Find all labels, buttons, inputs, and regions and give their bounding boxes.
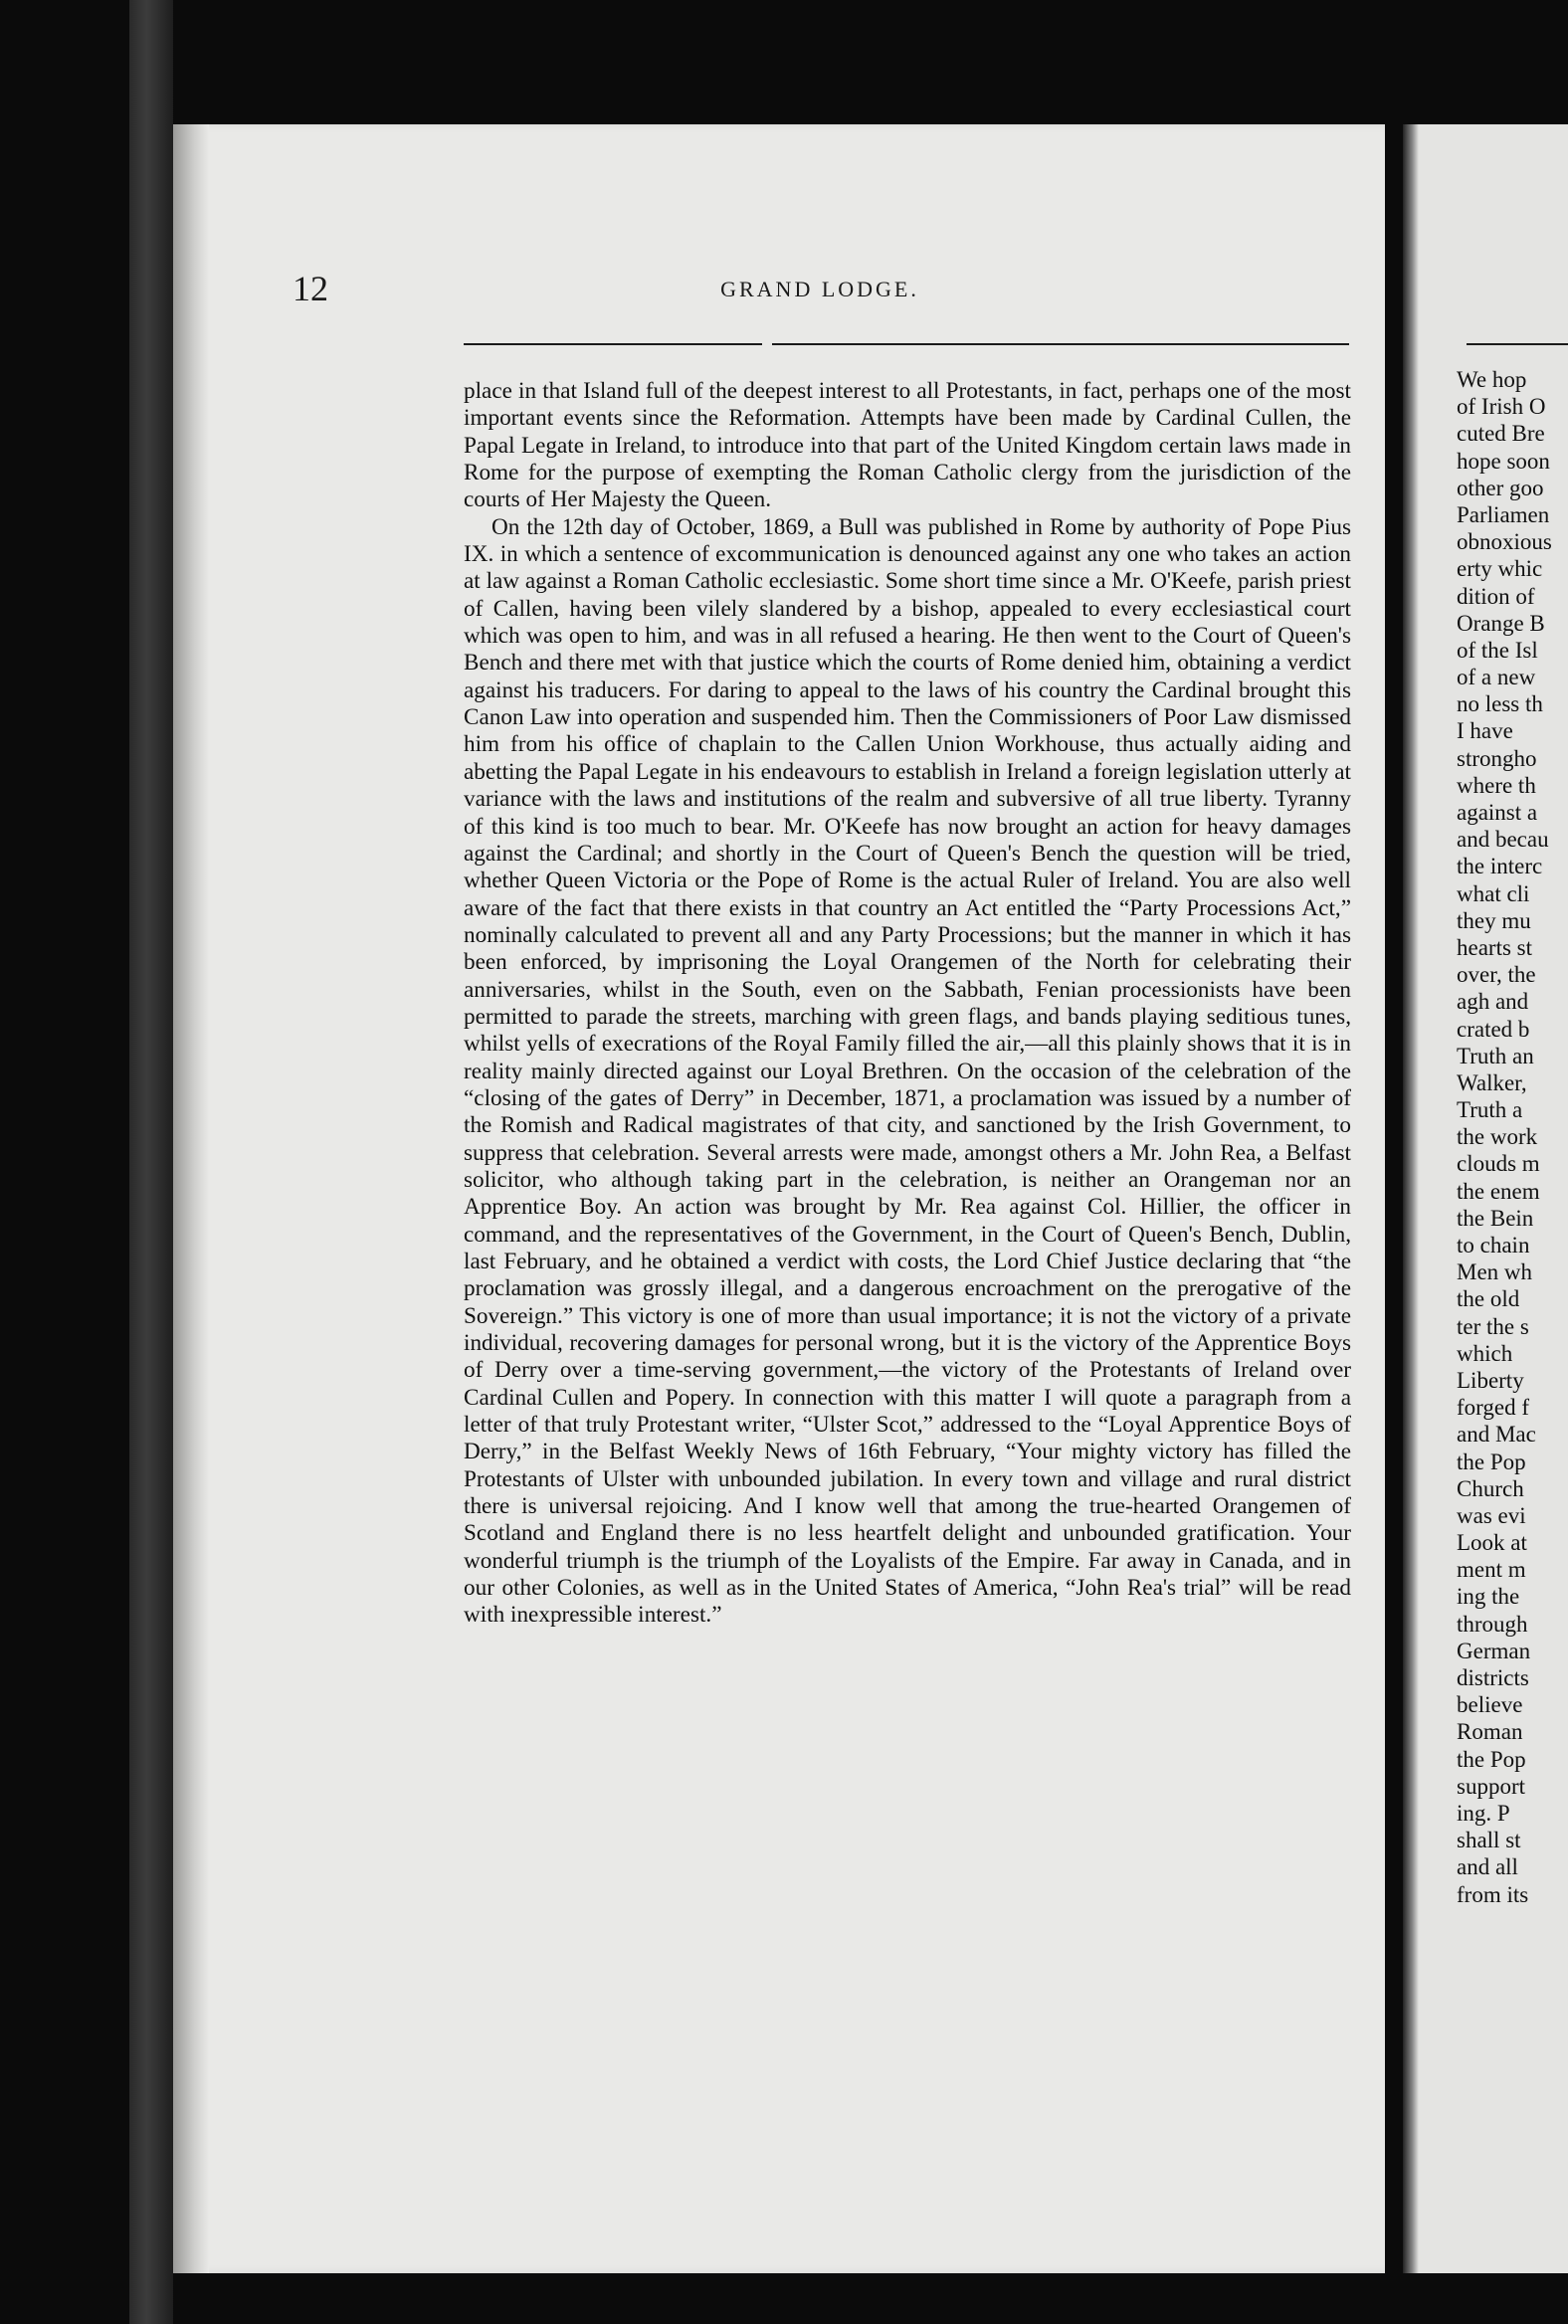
facing-page-line: ing the [1457, 1584, 1520, 1610]
facing-page-line: of the Isl [1457, 637, 1538, 663]
facing-page-line: and Mac [1457, 1422, 1536, 1448]
facing-page-line: forged f [1457, 1395, 1530, 1421]
facing-page-line: where th [1457, 772, 1536, 798]
facing-page-line: ment m [1457, 1557, 1526, 1583]
facing-page-line: the Pop [1457, 1449, 1526, 1474]
facing-page-line: Truth a [1457, 1097, 1523, 1123]
facing-page-line: Parliamen [1457, 501, 1550, 527]
facing-page-line: Roman [1457, 1719, 1523, 1745]
facing-page-line: over, the [1457, 962, 1536, 988]
facing-page-line: which [1457, 1340, 1513, 1366]
facing-page-gutter [1403, 124, 1419, 2273]
facing-page-line: agh and [1457, 989, 1529, 1015]
facing-page-line: support [1457, 1773, 1525, 1799]
facing-page-line: obnoxious [1457, 529, 1552, 555]
facing-page-line: and becau [1457, 827, 1549, 853]
header-rule-left [464, 343, 762, 345]
facing-page-line: Walker, [1457, 1069, 1527, 1095]
facing-page-line: ing. P [1457, 1800, 1510, 1826]
body-text [464, 378, 1351, 1630]
facing-page-line: they mu [1457, 907, 1531, 933]
paragraph: place in that Island full of the deepest interest to all Protestants, in fact, perhaps one of the most important events since the Reformation. Attempts have been made by Cardinal Cullen, the Papal Legate in Ireland, to introduce into that part of the United Kingdom certain laws made in Rome for the purpose of exempting the Roman Catholic clergy from the jurisdiction of the courts of Her Majesty the Queen. [464, 378, 1351, 513]
facing-page-line: dition of [1457, 583, 1535, 609]
facing-page-line: was evi [1457, 1502, 1526, 1528]
facing-page-line: strongho [1457, 745, 1537, 771]
facing-page-line: clouds m [1457, 1151, 1540, 1177]
book-binding [129, 0, 173, 2324]
facing-page-line: German [1457, 1638, 1531, 1663]
facing-page-line: through [1457, 1611, 1528, 1637]
facing-page-line: districts [1457, 1665, 1529, 1690]
facing-page-line: hope soon [1457, 448, 1550, 474]
facing-page-line: Orange B [1457, 610, 1545, 636]
facing-page-line: Church [1457, 1475, 1524, 1501]
running-head [293, 269, 1347, 308]
facing-page-line: erty whic [1457, 556, 1543, 582]
facing-page-line: from its [1457, 1881, 1529, 1907]
facing-page-line: shall st [1457, 1828, 1521, 1853]
facing-page-line: the work [1457, 1124, 1538, 1150]
facing-page-line: other goo [1457, 475, 1544, 500]
facing-page-line: ter the s [1457, 1313, 1529, 1339]
facing-page-line: Liberty [1457, 1367, 1524, 1393]
facing-page-line: the Pop [1457, 1746, 1526, 1772]
facing-page-line: against a [1457, 800, 1538, 825]
facing-page-line: cuted Bre [1457, 421, 1545, 447]
facing-page-line: I have [1457, 718, 1513, 744]
facing-page-line: the enem [1457, 1178, 1540, 1204]
facing-page-edge [1403, 124, 1568, 2273]
page-gutter-shadow [173, 124, 209, 2273]
facing-page-line: no less th [1457, 691, 1543, 717]
facing-page-line: hearts st [1457, 934, 1533, 960]
facing-page-line: and all [1457, 1854, 1518, 1880]
facing-page-line: of a new [1457, 665, 1536, 690]
header-rule-right [772, 343, 1349, 345]
page-number: 12 [293, 269, 328, 308]
running-title: GRAND LODGE. [720, 277, 919, 301]
facing-page-line: Look at [1457, 1530, 1527, 1556]
facing-page-line: what cli [1457, 880, 1530, 906]
facing-page-line: crated b [1457, 1016, 1530, 1042]
facing-page-line: the old [1457, 1286, 1520, 1312]
paragraph: On the 12th day of October, 1869, a Bull was published in Rome by authority of Pope Pius IX. in which a sentence of excommunication is denounced against any one who takes an action at law against a Roman Catholic ecclesiastic. Some short time since a Mr. O'Keefe, parish priest of Callen, having been vilely slandered by a bishop, appealed to every ecclesiastical court which was open to him, and was in all refused a hearing. He then went to the Court of Queen's Bench and there met with that justice which the courts of Rome denied him, obtaining a verdict against his traducers. For daring to appeal to the laws of his country the Cardinal brought this Canon Law into operation and suspended him. Then the Commissioners of Poor Law dismissed him from his office of chaplain to the Callen Union Workhouse, thus actually aiding and abetting the Papal Legate in his endeavours to establish in Ireland a foreign legislation utterly at variance with the laws and institutions of the realm and subversive of all true liberty. Tyranny of this kind is too much to bear. Mr. O'Keefe has now brought an action for heavy damages against the Cardinal; and shortly in the Court of Queen's Bench the question will be tried, whether Queen Victoria or the Pope of Rome is the actual Ruler of Ireland. You are also well aware of the fact that there exists in that country an Act entitled the “Party Processions Act,” nominally calculated to prevent all and any Party Processions; but the manner in which it has been enforced, by imprisoning the Loyal Orangemen of the North for celebrating their anniversaries, whilst in the South, even on the Sabbath, Fenian processionists have been permitted to parade the streets, marching with green flags, and bands playing seditious tunes, whilst yells of execrations of the Royal Family filled the air,—all this plainly shows that it is in reality mainly directed against our Loyal Brethren. On the occasion of the celebration of the “closing of the gates of Derry” in December, 1871, a proclamation was issued by a number of the Romish and Radical magistrates of that city, and sanctioned by the Irish Government, to suppress that celebration. Several arrests were made, amongst others a Mr. John Rea, a Belfast solicitor, who although taking part in the celebration, is neither an Orangeman nor an Apprentice Boy. An action was brought by Mr. Rea against Col. Hillier, the officer in command, and the representatives of the Government, in the Court of Queen's Bench, Dublin, last February, and he obtained a verdict with costs, the Lord Chief Justice declaring that “the proclamation was grossly illegal, and a dangerous encroachment on the prerogative of the Sovereign.” This victory is one of more than usual importance; it is not the victory of a private individual, recovering damages for personal wrong, but it is the victory of the Apprentice Boys of Derry over a time-serving government,—the victory of the Protestants of Ireland over Cardinal Cullen and Popery. In connection with this matter I will quote a paragraph from a letter of that truly Protestant writer, “Ulster Scot,” addressed to the “Loyal Apprentice Boys of Derry,” in the Belfast Weekly News of 16th February, “Your mighty victory has filled the Protestants of Ulster with unbounded jubilation. In every town and village and rural district there is universal rejoicing. And I know well that among the true-hearted Orangemen of Scotland and England there is no less heartfelt delight and unbounded gratification. Your wonderful triumph is the triumph of the Loyalists of the Empire. Far away in Canada, and in our other Colonies, as well as in the United States of America, “John Rea's trial” will be read with inexpressible interest.” [464, 513, 1351, 1629]
facing-page-line: of Irish O [1457, 394, 1546, 420]
facing-page-line: the Bein [1457, 1205, 1534, 1231]
facing-page-line: We hop [1457, 367, 1527, 392]
facing-page-line: to chain [1457, 1233, 1530, 1258]
facing-page-text [1457, 366, 1568, 1908]
facing-page-line: Men wh [1457, 1259, 1533, 1285]
facing-page-line: Truth an [1457, 1043, 1534, 1068]
facing-page-line: the interc [1457, 854, 1543, 879]
facing-page-line: believe [1457, 1692, 1523, 1718]
facing-page-header-rule [1467, 343, 1568, 345]
